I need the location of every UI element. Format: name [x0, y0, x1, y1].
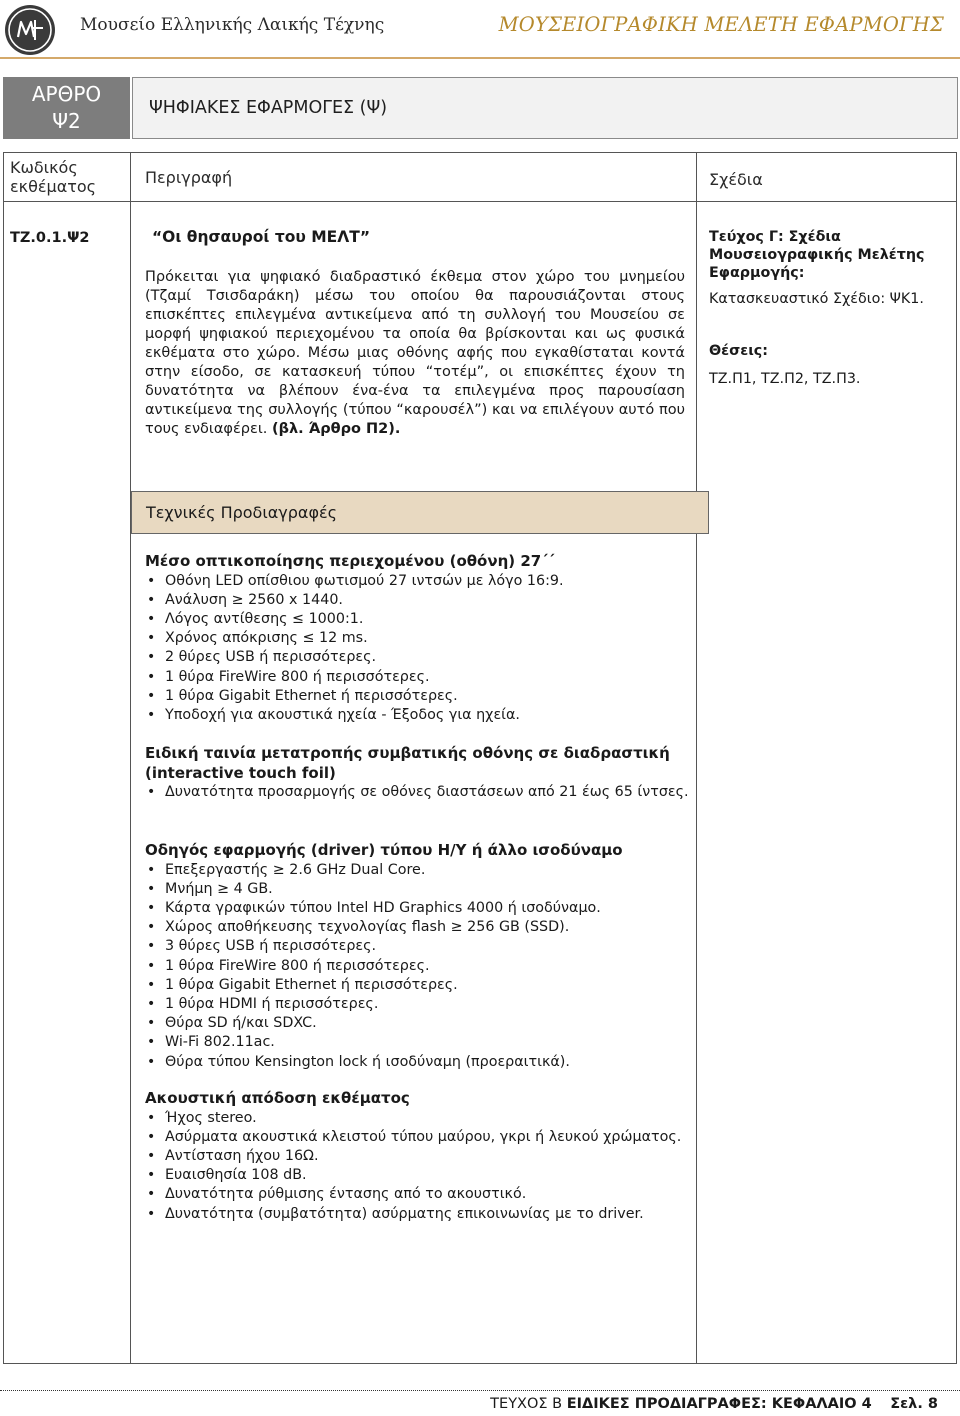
list-item: • Οθόνη LED οπίσθιου φωτισμού 27 ιντσών με λόγο 16:9. [145, 572, 690, 591]
section-audio-heading: Ακουστική απόδοση εκθέματος [145, 1089, 410, 1107]
list-item: • Ήχος stereo. [145, 1109, 690, 1128]
footer-rule [0, 1390, 960, 1391]
section-audio [145, 1089, 690, 1224]
list-item: • 1 θύρα Gigabit Ethernet ή περισσότερες. [145, 976, 690, 995]
section-audio-list [145, 1109, 690, 1224]
column-divider-left [130, 152, 131, 1364]
list-item: • 1 θύρα FireWire 800 ή περισσότερες. [145, 957, 690, 976]
list-item: • 1 θύρα FireWire 800 ή περισσότερες. [145, 668, 690, 687]
table-bottom-rule [3, 1363, 957, 1364]
plans-positions: ΤΖ.Π1, ΤΖ.Π2, ΤΖ.Π3. [709, 371, 861, 387]
exhibit-reference: (βλ. Άρθρο Π2). [271, 421, 401, 437]
plans-positions-label: Θέσεις: [709, 343, 768, 359]
column-header-description: Περιγραφή [145, 168, 233, 187]
footer-volume: ΤΕΥΧΟΣ Β [490, 1396, 567, 1412]
list-item: • 2 θύρες USB ή περισσότερες. [145, 648, 690, 667]
exhibit-description-text: Πρόκειται για ψηφιακό διαδραστικό έκθεμα στον χώρο του μνημείου (Τζαμί Τσισδαράκη) μέσω του οποίου θα παρουσιάζονται στους επισκέπτες επιλεγμένα αντικείμενα από τη συλλογή του Μουσείου σε μορφή ψηφιακού περιεχομένου τα οποία θα βρίσκονται και ως φυσικά εκθέματα στο χώρο. Μέσω μιας οθόνης αφής που εγκαθίσταται κοντά στην είσοδο, σε κατασκευή τύπου “τοτέμ”, οι επισκέπτες έχουν τη δυνατότητα να βλέπουν ένα-ένα τα επιλεγμένα προς παρουσίαση αντικείμενα της συλλογής (τύπου “καρουσέλ”) και να επιλέγουν αυτό που τους ενδιαφέρει. [145, 269, 685, 437]
exhibit-title: “Οι θησαυροί του ΜΕΛΤ” [152, 228, 371, 246]
list-item: • Λόγος αντίθεσης ≤ 1000:1. [145, 610, 690, 629]
section-foil-list [145, 783, 690, 802]
list-item: • 1 θύρα Gigabit Ethernet ή περισσότερες. [145, 687, 690, 706]
list-item: • Χρόνος απόκρισης ≤ 12 ms. [145, 629, 690, 648]
list-item: • Ευαισθησία 108 dB. [145, 1166, 690, 1185]
museum-name: Μουσείο Ελληνικής Λαικής Τέχνης [80, 15, 385, 35]
list-item: • Δυνατότητα προσαρμογής σε οθόνες διαστάσεων από 21 έως 65 ίντσες. [145, 783, 690, 802]
list-item: • Επεξεργαστής ≥ 2.6 GHz Dual Core. [145, 861, 690, 880]
list-item: • Ασύρματα ακουστικά κλειστού τύπου μαύρου, γκρι ή λευκού χρώματος. [145, 1128, 690, 1147]
header-rule [0, 57, 960, 59]
exhibit-code: ΤΖ.0.1.Ψ2 [10, 230, 90, 246]
footer-chapter: ΕΙΔΙΚΕΣ ΠΡΟΔΙΑΓΡΑΦΕΣ: ΚΕΦΑΛΑΙΟ 4 [566, 1396, 872, 1412]
page-header [0, 0, 960, 58]
section-foil [145, 744, 690, 802]
list-item: • Δυνατότητα (συμβατότητα) ασύρματης επικοινωνίας με το driver. [145, 1205, 690, 1224]
list-item: • 3 θύρες USB ή περισσότερες. [145, 937, 690, 956]
section-driver [145, 841, 690, 1072]
list-item: • Θύρα SD ή/και SDXC. [145, 1014, 690, 1033]
footer-page-number: Σελ. 8 [890, 1396, 938, 1412]
column-header-plans: Σχέδια [709, 170, 763, 189]
specs-title: Τεχνικές Προδιαγραφές [131, 491, 709, 534]
article-code [3, 77, 130, 139]
exhibit-description [145, 268, 685, 439]
list-item: • 1 θύρα HDMI ή περισσότερες. [145, 995, 690, 1014]
list-item: • Ανάλυση ≥ 2560 x 1440. [145, 591, 690, 610]
article-title: ΨΗΦΙΑΚΕΣ ΕΦΑΡΜΟΓΕΣ (Ψ) [132, 77, 958, 139]
section-driver-heading: Οδηγός εφαρμογής (driver) τύπου Η/Υ ή άλλο ισοδύναμο [145, 841, 623, 859]
article-bar [3, 77, 958, 139]
table-header-rule [3, 201, 957, 202]
table-left-border [3, 152, 4, 1364]
list-item: • Wi-Fi 802.11ac. [145, 1033, 690, 1052]
column-divider-right [696, 152, 697, 1364]
list-item: • Μνήμη ≥ 4 GB. [145, 880, 690, 899]
section-display-list [145, 572, 690, 726]
column-header-code-line2: εκθέματος [10, 177, 97, 196]
column-header-code [10, 158, 96, 196]
list-item: • Χώρος αποθήκευσης τεχνολογίας flash ≥ 256 GB (SSD). [145, 918, 690, 937]
column-header-code-line1: Κωδικός [10, 158, 78, 177]
list-item: • Υποδοχή για ακουστικά ηχεία - Έξοδος για ηχεία. [145, 706, 690, 725]
section-driver-list [145, 861, 690, 1072]
section-display [145, 552, 690, 725]
plans-cell [709, 228, 949, 388]
article-code-label: ΑΡΘΡΟ [31, 82, 102, 106]
section-display-heading: Μέσο οπτικοποίησης περιεχομένου (οθόνη) 27΄΄ [145, 552, 555, 570]
article-code-number: Ψ2 [52, 109, 81, 133]
plans-construction: Κατασκευαστικό Σχέδιο: ΨΚ1. [709, 291, 924, 307]
section-foil-heading: Ειδική ταινία μετατροπής συμβατικής οθόνης σε διαδραστική (interactive touch foil) [145, 744, 670, 782]
museum-logo [4, 4, 56, 56]
page-footer [490, 1396, 938, 1412]
plans-heading: Τεύχος Γ: Σχέδια Μουσειογραφικής Μελέτης Εφαρμογής: [709, 229, 925, 281]
list-item: • Δυνατότητα ρύθμισης έντασης από το ακουστικό. [145, 1185, 690, 1204]
table-right-border [956, 152, 957, 1364]
list-item: • Θύρα τύπου Kensington lock ή ισοδύναμη (προεραιτικά). [145, 1053, 690, 1072]
document-title: ΜΟΥΣΕΙΟΓΡΑΦΙΚΗ ΜΕΛΕΤΗ ΕΦΑΡΜΟΓΗΣ [498, 13, 944, 36]
list-item: • Αντίσταση ήχου 16Ω. [145, 1147, 690, 1166]
list-item: • Κάρτα γραφικών τύπου Intel HD Graphics 4000 ή ισοδύναμο. [145, 899, 690, 918]
table-top-rule [3, 152, 957, 153]
